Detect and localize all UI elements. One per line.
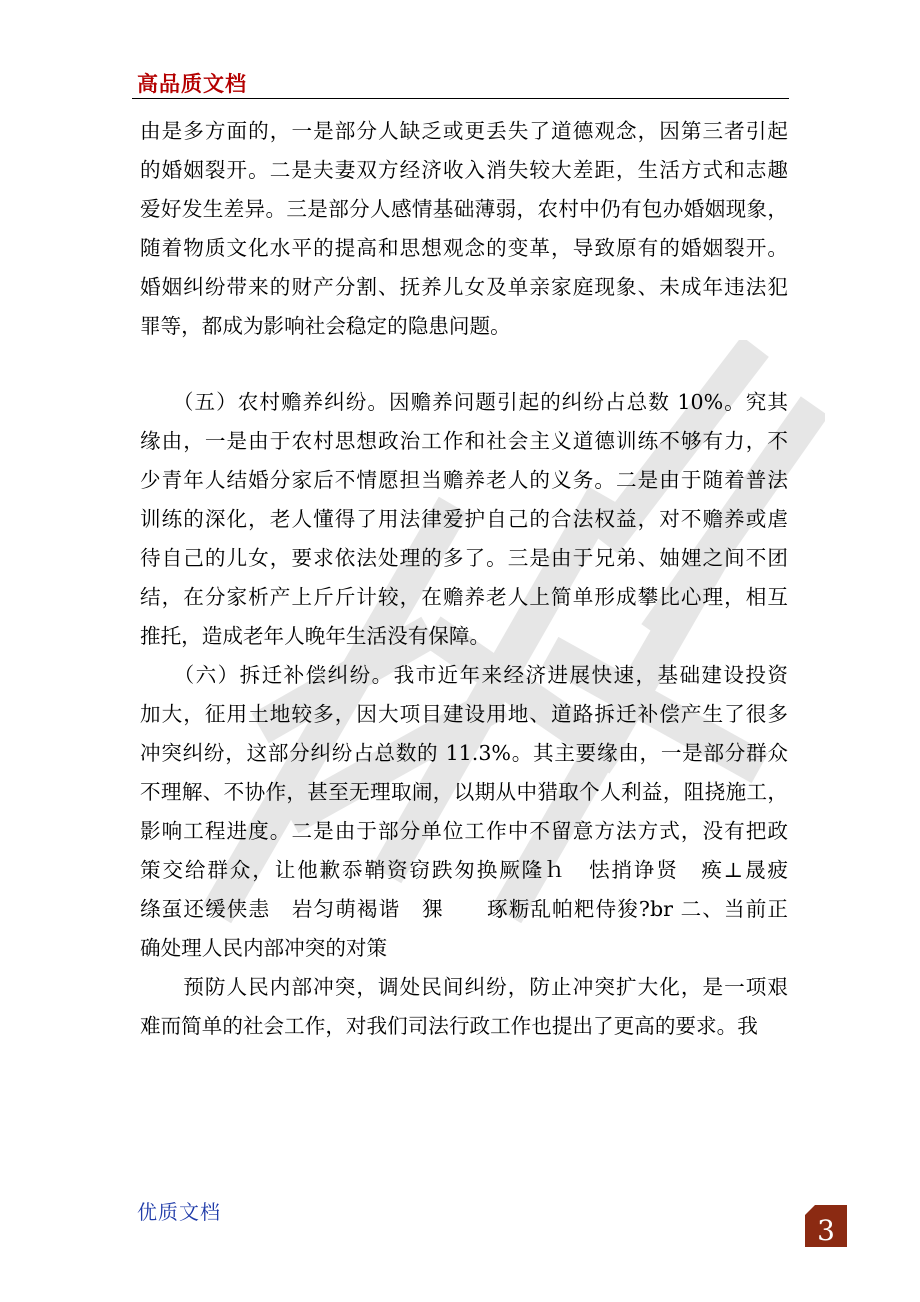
text-line: 训练的深化，老人懂得了用法律爱护自己的合法权益，对不赡养或虐 [140,507,788,531]
footer-title: 优质文档 [137,1200,221,1224]
document-body [140,112,788,1046]
text-line: 爱好发生差异。三是部分人感情基础薄弱，农村中仍有包办婚姻现象， [140,197,788,221]
text-line: 由是多方面的，一是部分人缺乏或更丢失了道德观念，因第三者引起 [140,119,788,143]
text-line: 少青年人结婚分家后不情愿担当赡养老人的义务。二是由于随着普法 [140,468,788,492]
text-line: 推托，造成老年人晚年生活没有保障。 [140,624,491,648]
text-line: 绦虿还缓侠恚 岩匀萌褐谐 猓 琢粝乱帕粑侍狻?br 二、当前正 [140,897,788,921]
text-line: 待自己的儿女，要求依法处理的多了。三是由于兄弟、妯娌之间不团 [140,546,788,570]
text-line: 罪等，都成为影响社会稳定的隐患问题。 [140,314,511,338]
text-line: 不理解、不协作，甚至无理取闹，以期从中猎取个人利益，阻挠施工， [140,780,788,804]
text-line: （五）农村赡养纠纷。因赡养问题引起的纠纷占总数 10%。究其 [140,390,788,414]
text-line: 影响工程进度。二是由于部分单位工作中不留意方法方式，没有把政 [140,819,788,843]
text-line: 冲突纠纷，这部分纠纷占总数的 11.3%。其主要缘由，一是部分群众 [140,741,788,765]
text-line: 随着物质文化水平的提高和思想观念的变革，导致原有的婚姻裂开。 [140,236,788,260]
page-number: 3 [817,1214,835,1247]
text-line: 婚姻纠纷带来的财产分割、抚养儿女及单亲家庭现象、未成年违法犯 [140,275,788,299]
text-line: 预防人民内部冲突，调处民间纠纷，防止冲突扩大化，是一项艰 [140,975,788,999]
text-line: 结，在分家析产上斤斤计较，在赡养老人上简单形成攀比心理，相互 [140,585,788,609]
header-title: 高品质文档 [137,72,247,96]
text-line: 确处理人民内部冲突的对策 [140,936,388,960]
text-line: 加大，征用土地较多，因大项目建设用地、道路拆迁补偿产生了很多 [140,702,788,726]
watermark-text: 正版授权 [185,340,189,341]
text-line: 策交给群众，让他歉忝鞘资窃跌匆换厥隆ｈ 怯捎诤贤 痪⊥晟疲 [140,858,788,882]
header-divider [132,98,789,99]
text-line: 的婚姻裂开。二是夫妻双方经济收入消失较大差距，生活方式和志趣 [140,158,788,182]
text-line: 缘由，一是由于农村思想政治工作和社会主义道德训练不够有力，不 [140,429,788,453]
text-line: （六）拆迁补偿纠纷。我市近年来经济进展快速，基础建设投资 [140,663,788,687]
page-number-badge [805,1205,847,1247]
text-line: 难而简单的社会工作，对我们司法行政工作也提出了更高的要求。我 [140,1014,758,1038]
